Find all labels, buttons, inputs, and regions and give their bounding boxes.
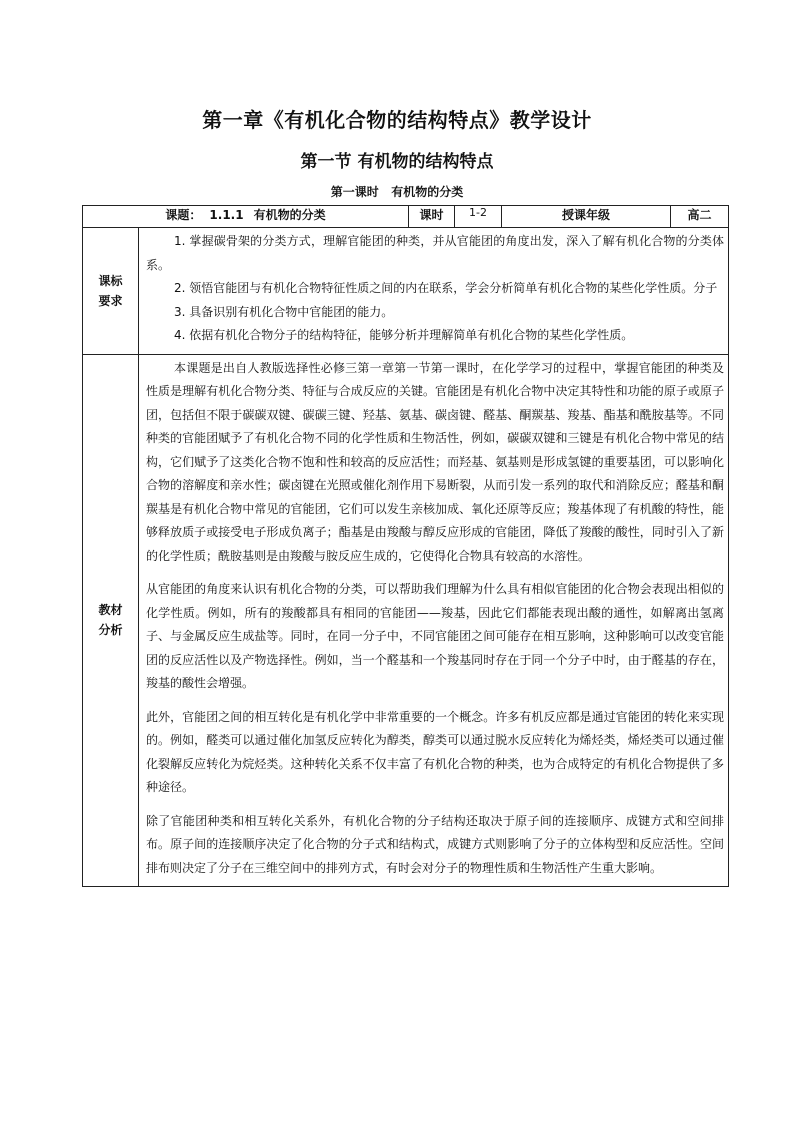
- standard-item: 4. 依据有机化合物分子的结构特征，能够分析并理解简单有机化合物的某些化学性质。: [174, 328, 634, 342]
- standards-label-line2: 要求: [98, 293, 123, 308]
- standard-item: 3. 具备识别有机化合物中官能团的能力。: [174, 304, 394, 319]
- grade-value: 高二: [671, 206, 729, 228]
- lesson-plan-table: [82, 205, 729, 887]
- analysis-row: [83, 354, 729, 887]
- analysis-paragraph: 除了官能团种类和相互转化关系外，有机化合物的分子结构还取决于原子间的连接顺序、成键方式和空间排布。原子间的连接顺序决定了化合物的分子式和结构式，成键方式则影响了分子的立体构型和反应活性。空间排布则决定了分子在三维空间中的排列方式，有时会对分子的物理性质和生物活性产生重大影响。: [146, 813, 725, 875]
- analysis-label-line2: 分析: [98, 623, 123, 638]
- section-title: 第一节 有机物的结构特点: [300, 152, 494, 172]
- analysis-label: [83, 354, 139, 887]
- analysis-paragraph: 此外，官能团之间的相互转化是有机化学中非常重要的一个概念。许多有机反应都是通过官能团的转化来实现的。例如，醛类可以通过催化加氢反应转化为醇类，醇类可以通过脱水反应转化为烯烃类，烯烃类可以通过催化裂解反应转化为烷烃类。这种转化关系不仅丰富了有机化合物的种类，也为合成特定的有机化合物提供了多种途径。: [146, 709, 725, 794]
- topic-cell: [83, 206, 409, 228]
- standard-item: 1. 掌握碳骨架的分类方式，理解官能团的种类，并从官能团的角度出发，深入了解有机化合物的分类体系。: [146, 234, 725, 272]
- document-title: 第一章《有机化合物的结构特点》教学设计: [202, 108, 592, 132]
- analysis-paragraph: 本课题是出自人教版选择性必修三第一章第一节第一课时，在化学学习的过程中，掌握官能团的种类及性质是理解有机化合物分类、特征与合成反应的关键。官能团是有机化合物中决定其特性和功能的原子或原子团，包括但不限于碳碳双键、碳碳三键、羟基、氨基、碳卤键、醛基、酮羰基、羧基、酯基和酰胺基等。不同种类的官能团赋予了有机化合物不同的化学性质和生物活性，例如，碳碳双键和三键是有机化合物中常见的结构，它们赋予了这类化合物不饱和性和较高的反应活性；而羟基、氨基则是形成氢键的重要基团，可以影响化合物的溶解度和亲水性；碳卤键在光照或催化剂作用下易断裂，从而引发一系列的取代和消除反应；醛基和酮羰基是有机化合物中常见的官能团，它们可以发生亲核加成、氧化还原等反应；羧基体现了有机酸的特性，能够释放质子或接受电子形成负离子；酯基是由羧酸与醇反应形成的官能团，降低了羧酸的酸性，同时引入了新的化学性质；酰胺基则是由羧酸与胺反应生成的，它使得化合物具有较高的水溶性。: [146, 360, 725, 563]
- header-row: [83, 206, 729, 228]
- analysis-label-line1: 教材: [98, 603, 123, 618]
- standards-label-line1: 课标: [98, 273, 123, 288]
- standards-content: [139, 228, 729, 355]
- grade-label: 授课年级: [502, 206, 671, 228]
- topic-code: 1.1.1: [209, 208, 244, 222]
- period-value: 1-2: [455, 206, 502, 228]
- standards-row: [83, 228, 729, 355]
- period-label: 课时: [409, 206, 455, 228]
- topic-label: 课题：: [165, 208, 202, 222]
- standards-label: [83, 228, 139, 355]
- topic-name: 有机物的分类: [253, 208, 326, 222]
- analysis-content: [139, 354, 729, 887]
- analysis-paragraph: 从官能团的角度来认识有机化合物的分类，可以帮助我们理解为什么具有相似官能团的化合物会表现出相似的化学性质。例如，所有的羧酸都具有相同的官能团——羧基，因此它们都能表现出酸的通性，如解离出氢离子、与金属反应生成盐等。同时，在同一分子中，不同官能团之间可能存在相互影响，这种影响可以改变官能团的反应活性以及产物选择性。例如，当一个醛基和一个羧基同时存在于同一个分子中时，由于醛基的存在，羧基的酸性会增强。: [146, 582, 725, 690]
- lesson-title: 第一课时 有机物的分类: [330, 185, 464, 199]
- standard-item: 2. 领悟官能团与有机化合物特征性质之间的内在联系，学会分析简单有机化合物的某些化学性质。分子: [174, 281, 718, 295]
